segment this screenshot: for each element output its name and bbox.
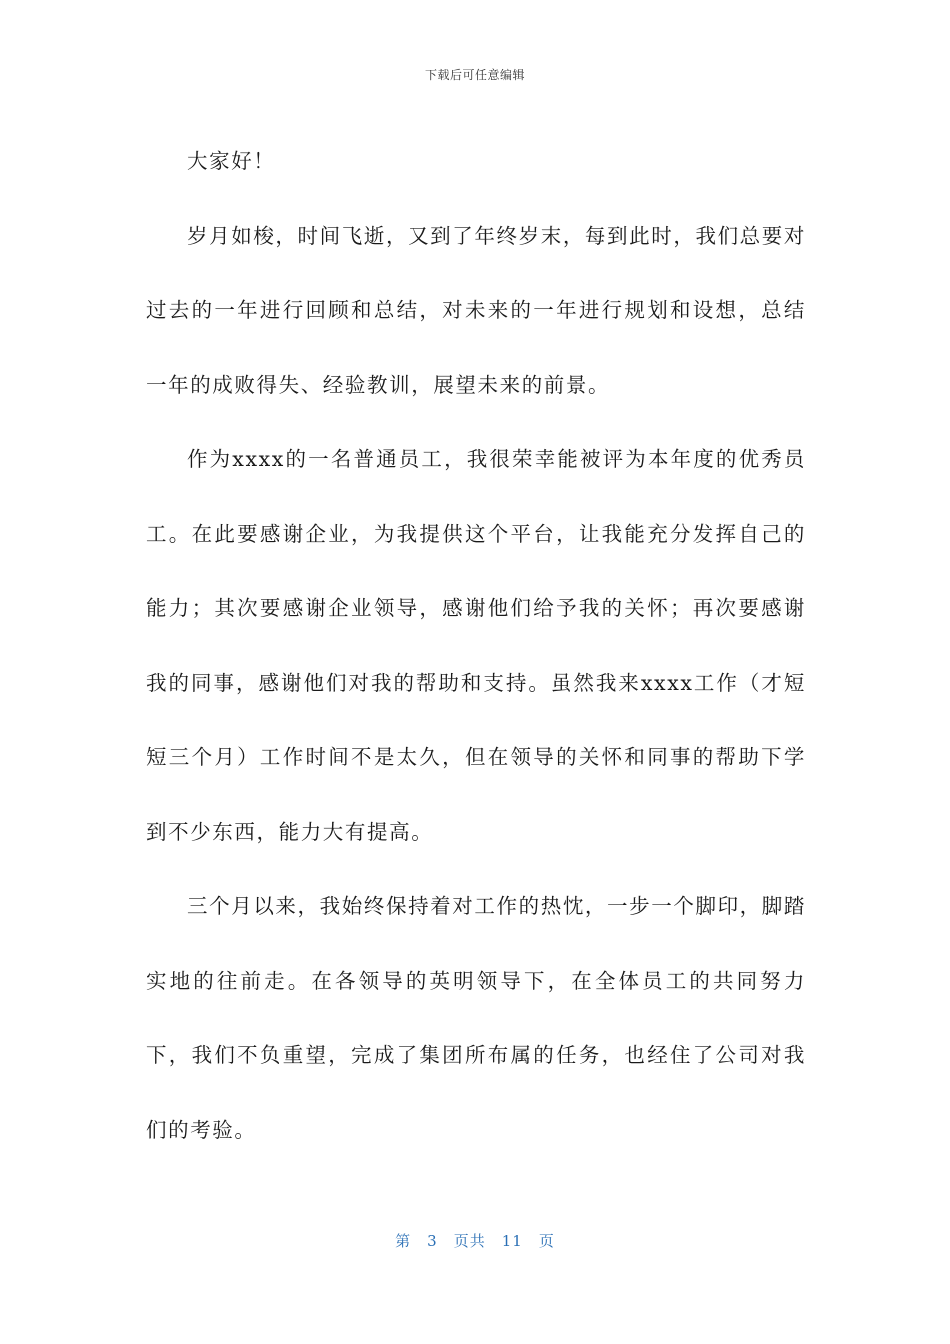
paragraph-greeting: 大家好！ <box>187 149 276 173</box>
footer-middle: 页共 <box>453 1232 486 1250</box>
paragraph-thanks: 作为xxxx的一名普通员工，我很荣幸能被评为本年度的优秀员工。在此要感谢企业，为我提供这个平台，让我能充分发挥自己的能力；其次要感谢企业领导，感谢他们给予我的关怀；再次要感谢我的同事，感谢他们对我的帮助和支持。虽然我来xxxx工作（才短短三个月）工作时间不是太久，但在领导的关怀和同事的帮助下学到不少东西，能力大有提高。 <box>146 447 806 844</box>
paragraph-intro: 岁月如梭，时间飞逝，又到了年终岁末，每到此时，我们总要对过去的一年进行回顾和总结，对未来的一年进行规划和设想，总结一年的成败得失、经验教训，展望未来的前景。 <box>146 223 806 397</box>
paragraph-work: 三个月以来，我始终保持着对工作的热忱，一步一个脚印，脚踏实地的往前走。在各领导的英明领导下，在全体员工的共同努力下，我们不负重望，完成了集团所布属的任务，也经住了公司对我们的考验。 <box>146 894 806 1142</box>
page-footer <box>0 1230 950 1251</box>
header-note: 下载后可任意编辑 <box>424 68 525 82</box>
footer-total-pages: 11 <box>501 1232 523 1250</box>
footer-suffix: 页 <box>538 1232 555 1250</box>
document-body <box>146 124 806 1167</box>
footer-current-page: 3 <box>427 1232 438 1250</box>
footer-prefix: 第 <box>395 1232 412 1250</box>
